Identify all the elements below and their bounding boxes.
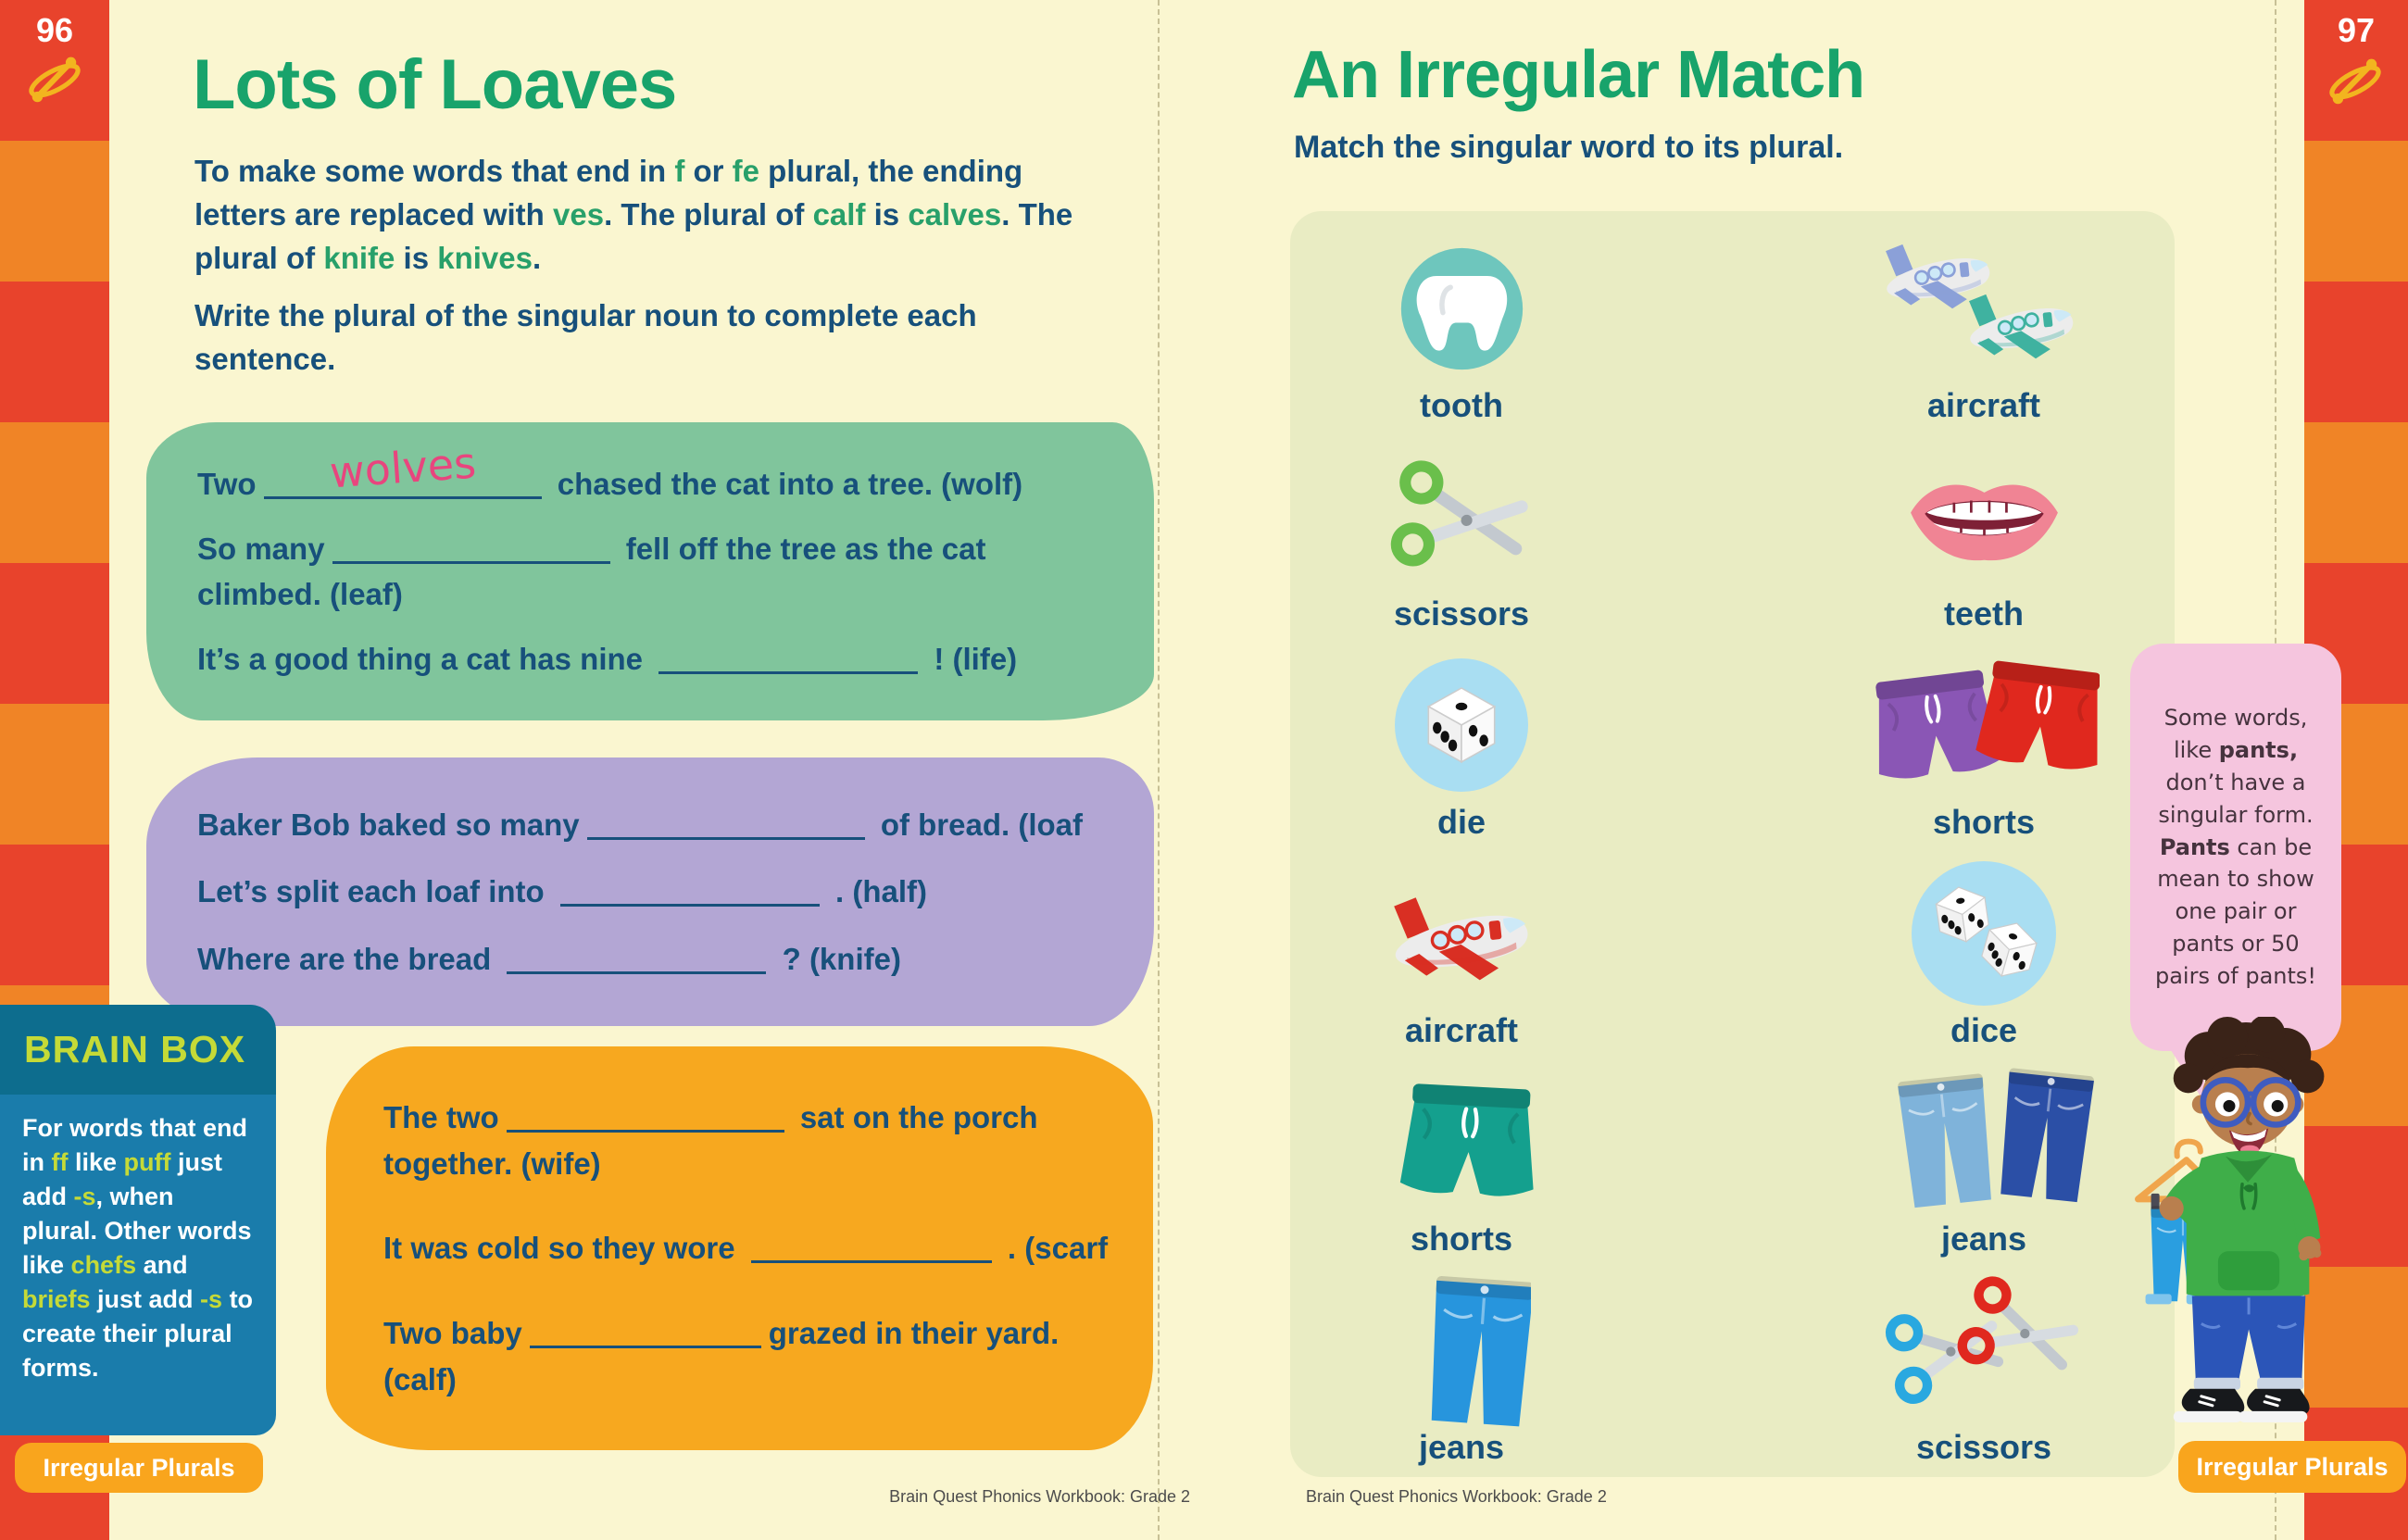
fill-in-sentence-life: It’s a good thing a cat has nine ! (life)	[197, 641, 1018, 676]
match-label: teeth	[1943, 595, 2024, 632]
match-label: aircraft	[1404, 1011, 1519, 1049]
answer-blank[interactable]	[507, 944, 766, 974]
jack-toy-icon	[2326, 54, 2384, 111]
page-title-right: An Irregular Match	[1292, 38, 1865, 112]
answer-blank[interactable]	[587, 809, 865, 840]
page-number-97: 97	[2337, 11, 2376, 49]
match-label: shorts	[1410, 1220, 1513, 1258]
match-item-shorts[interactable]	[1295, 1056, 1628, 1264]
match-item-shorts-pair[interactable]	[1817, 639, 2151, 847]
fill-in-sentence-knife: Where are the bread ? (knife)	[197, 941, 901, 976]
match-item-aircraft[interactable]	[1295, 847, 1628, 1056]
match-label: scissors	[1915, 1428, 2052, 1466]
lesson-intro-text: To make some words that end in f or fe plural, the ending letters are replaced with ves. The plural of calf is calves. The plural of knife is knives.	[194, 154, 1073, 275]
jeans-icon	[1392, 1276, 1531, 1424]
brain-box-title: BRAIN BOX	[24, 1028, 246, 1070]
match-item-jeans[interactable]	[1295, 1264, 1628, 1472]
match-item-scissors[interactable]	[1295, 431, 1628, 639]
jeans-pair-icon	[1873, 1068, 2095, 1216]
fill-in-sentence-loaf: Baker Bob baked so many of bread. (loaf	[197, 808, 1083, 842]
handwritten-answer: wolves	[327, 437, 478, 498]
answer-blank[interactable]	[530, 1318, 761, 1348]
dice-icon	[1905, 859, 2063, 1008]
airplane-icon	[1362, 859, 1561, 1008]
match-item-jeans-pair[interactable]	[1817, 1056, 2151, 1264]
match-label: aircraft	[1926, 386, 2041, 424]
answer-blank[interactable]	[507, 1102, 784, 1133]
fill-in-sentence-wolf: Two wolves chased the cat into a tree. (wolf)	[197, 461, 1103, 507]
fill-in-sentence-scarf: It was cold so they wore . (scarf	[383, 1231, 1109, 1266]
boy-character-illustration	[2115, 1017, 2358, 1435]
brain-box-body: For words that end in ff like puff just add -s, when plural. Other words like chefs and briefs just add -s to create their plural forms.	[0, 1095, 276, 1435]
match-label: jeans	[1418, 1428, 1505, 1466]
brain-box-header	[0, 1005, 276, 1095]
book-footer-left: Brain Quest Phonics Workbook: Grade 2	[889, 1487, 1190, 1506]
match-label: scissors	[1393, 595, 1530, 632]
die-icon	[1387, 651, 1536, 799]
orange-sentence-box	[326, 1046, 1153, 1450]
purple-sentence-box	[146, 757, 1154, 1026]
page-title-left: Lots of Loaves	[193, 45, 677, 124]
match-item-dice[interactable]	[1817, 847, 2151, 1056]
page-trim-line	[1158, 0, 1160, 1540]
match-item-die[interactable]	[1295, 639, 1628, 847]
airplanes-icon	[1868, 234, 2100, 382]
match-item-tooth[interactable]	[1295, 222, 1628, 431]
section-tab-left: Irregular Plurals	[15, 1443, 263, 1493]
match-item-teeth[interactable]	[1817, 431, 2151, 639]
match-item-scissors-pair[interactable]	[1817, 1264, 2151, 1472]
book-footer-right: Brain Quest Phonics Workbook: Grade 2	[1306, 1487, 1607, 1506]
match-instruction: Match the singular word to its plural.	[1294, 130, 1844, 165]
match-label: tooth	[1420, 386, 1503, 424]
fill-in-sentence-leaf: So many fell off the tree as the cat climbed. (leaf)	[197, 531, 986, 611]
answer-blank[interactable]	[264, 437, 542, 499]
green-sentence-box	[146, 422, 1154, 720]
shorts-icon	[1387, 1068, 1536, 1216]
speech-bubble	[2130, 644, 2341, 1051]
match-label: dice	[1950, 1011, 2018, 1049]
answer-blank[interactable]	[658, 644, 918, 674]
speech-bubble-text: Some words, like pants, don’t have a singular form. Pants can be mean to show one pair or pants or 50 pairs of pants!	[2154, 705, 2317, 989]
answer-blank[interactable]	[751, 1233, 992, 1263]
section-tab-right: Irregular Plurals	[2178, 1441, 2406, 1493]
answer-blank[interactable]	[332, 533, 610, 564]
jack-toy-icon	[26, 52, 83, 109]
match-label: jeans	[1940, 1220, 2027, 1258]
scissors-pair-icon	[1868, 1276, 2100, 1424]
page-number-96: 96	[35, 11, 74, 49]
match-label: die	[1436, 803, 1486, 841]
fill-in-sentence-calf: Two baby grazed in their yard. (calf)	[383, 1316, 1060, 1396]
match-item-aircraft-pair[interactable]	[1817, 222, 2151, 431]
mouth-teeth-icon	[1899, 443, 2070, 591]
match-label: shorts	[1932, 803, 2036, 841]
scissors-icon	[1364, 443, 1559, 591]
tooth-icon	[1390, 234, 1534, 382]
match-column-singular	[1295, 222, 1628, 1472]
shorts-pair-icon	[1868, 651, 2100, 799]
fill-in-sentence-wife: The two sat on the porch together. (wife)	[383, 1100, 1038, 1181]
fill-in-sentence-half: Let’s split each loaf into . (half)	[197, 874, 927, 909]
match-column-plural	[1817, 222, 2151, 1472]
answer-blank[interactable]	[560, 876, 820, 907]
exercise-instruction: Write the plural of the singular noun to complete each sentence.	[194, 298, 977, 376]
